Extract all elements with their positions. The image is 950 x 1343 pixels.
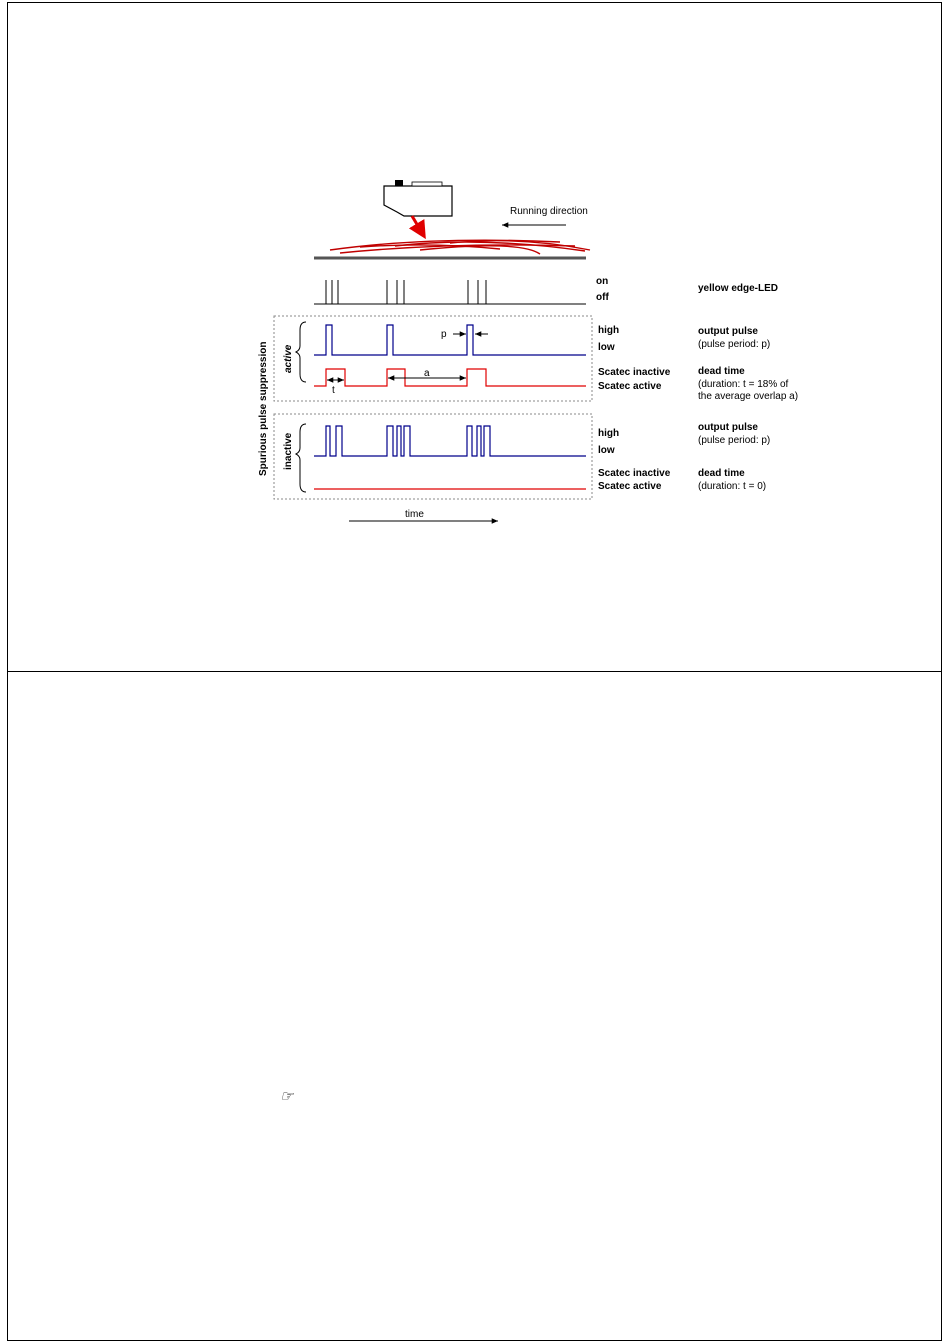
t-label: t — [332, 385, 335, 396]
inactive-scatec-inactive-label: Scatec inactive — [598, 468, 671, 479]
inactive-brace — [296, 424, 306, 492]
sensor-icon — [384, 180, 452, 216]
led-off-label: off — [596, 292, 609, 303]
inactive-output-pulse — [314, 426, 586, 456]
active-low-label: low — [598, 342, 615, 353]
inactive-output-desc-note: (pulse period: p) — [698, 435, 771, 446]
active-output-desc-title: output pulse — [698, 326, 758, 337]
active-dead-time-title: dead time — [698, 366, 745, 377]
inactive-scatec-active-label: Scatec active — [598, 481, 662, 492]
active-output-desc-note: (pulse period: p) — [698, 339, 771, 350]
running-direction-label: Running direction — [510, 206, 588, 217]
section-title: Spurious pulse suppression — [258, 341, 269, 476]
active-high-label: high — [598, 325, 620, 336]
inactive-high-label: high — [598, 428, 620, 439]
active-label: active — [283, 344, 294, 373]
active-output-pulse — [314, 325, 586, 355]
active-dead-time-line1: (duration: t = 18% of — [698, 379, 789, 390]
p-label: p — [441, 329, 447, 340]
active-scatec-active-label: Scatec active — [598, 381, 662, 392]
inactive-dead-time-title: dead time — [698, 468, 745, 479]
active-section-box — [274, 316, 592, 401]
inactive-output-desc-title: output pulse — [698, 422, 758, 433]
inactive-low-label: low — [598, 445, 615, 456]
light-beam-arrow — [412, 216, 424, 236]
inactive-label: inactive — [283, 432, 294, 470]
led-trace — [314, 280, 586, 304]
note-hand-icon: ☞ — [280, 1087, 294, 1105]
time-label: time — [405, 509, 424, 520]
led-description: yellow edge-LED — [698, 283, 779, 294]
led-on-label: on — [596, 276, 609, 287]
a-label: a — [424, 368, 430, 379]
overlapping-paper-layers — [330, 240, 590, 254]
active-dead-time-line2: the average overlap a) — [698, 391, 799, 402]
active-brace — [296, 322, 306, 382]
inactive-dead-time-note: (duration: t = 0) — [698, 481, 767, 492]
active-scatec-inactive-label: Scatec inactive — [598, 367, 671, 378]
